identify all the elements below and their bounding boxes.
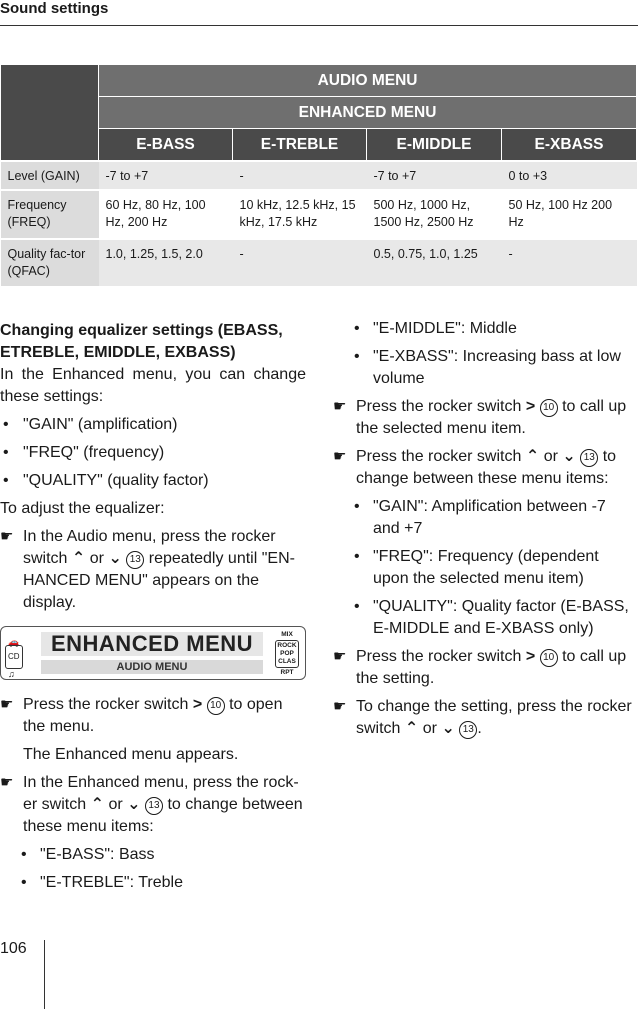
table-group-enhanced-menu: ENHANCED MENU bbox=[99, 97, 637, 129]
table-cell: -7 to +7 bbox=[99, 161, 233, 190]
footer-divider bbox=[44, 940, 45, 1009]
table-row bbox=[1, 161, 637, 190]
page-number: 106 bbox=[0, 940, 27, 957]
rocker-up-icon: ⌃ bbox=[525, 448, 540, 465]
list-item: • "GAIN": Amplification between -7 and +7 bbox=[333, 496, 635, 540]
radio-display-illustration bbox=[0, 626, 306, 680]
instruction-step: ☛ Press the rocker switch > 10 to open the menu. bbox=[0, 696, 283, 735]
adjust-text: To adjust the equalizer: bbox=[0, 500, 165, 517]
ref-number-13: 13 bbox=[145, 797, 163, 815]
page-section-title: Sound settings bbox=[0, 0, 109, 17]
pointing-hand-icon: ☛ bbox=[333, 698, 347, 715]
intro-text: In the Enhanced menu, you can change these settings: bbox=[0, 366, 306, 405]
instruction-step: ☛ Press the rocker switch ⌃ or ⌄ 13 to change between these menu items: bbox=[333, 448, 617, 487]
pointing-hand-icon: ☛ bbox=[333, 398, 347, 415]
pointing-hand-icon: ☛ bbox=[0, 774, 14, 791]
equalizer-settings-table bbox=[0, 64, 637, 286]
rpt-indicator: RPT bbox=[280, 669, 294, 676]
cd-indicator: CD bbox=[5, 645, 23, 669]
result-text: The Enhanced menu appears. bbox=[23, 746, 239, 763]
ref-number-10: 10 bbox=[540, 649, 558, 667]
list-item: • "FREQ" (frequency) bbox=[0, 442, 306, 464]
ref-number-10: 10 bbox=[540, 399, 558, 417]
list-item: • "GAIN" (amplification) bbox=[0, 414, 306, 436]
table-row bbox=[1, 190, 637, 239]
instruction-step: ☛ In the Enhanced menu, press the rock-er switch ⌃ or ⌄ 13 to change between these menu items: bbox=[0, 774, 303, 835]
rocker-down-icon: ⌄ bbox=[108, 550, 122, 567]
pointing-hand-icon: ☛ bbox=[333, 448, 347, 465]
column-header: E-MIDDLE bbox=[367, 129, 502, 162]
right-column bbox=[333, 318, 635, 740]
list-item: • "E-TREBLE": Treble bbox=[0, 872, 306, 894]
pointing-hand-icon: ☛ bbox=[333, 648, 347, 665]
table-corner-cell bbox=[1, 65, 99, 162]
left-column bbox=[0, 320, 306, 894]
table-group-audio-menu: AUDIO MENU bbox=[99, 65, 637, 97]
rocker-right-icon: > bbox=[525, 648, 536, 665]
display-main-text: ENHANCED MENU bbox=[41, 632, 263, 656]
music-note-icon: ♫ bbox=[8, 669, 15, 679]
rocker-down-icon: ⌄ bbox=[441, 720, 455, 737]
ref-number-13: 13 bbox=[126, 551, 144, 569]
row-label: Level (GAIN) bbox=[1, 161, 99, 190]
instruction-step: ☛ In the Audio menu, press the rocker switch ⌃ or ⌄ 13 repeatedly until "EN-HANCED MENU" appears on the display. bbox=[0, 528, 295, 611]
mix-indicator: MIX bbox=[281, 631, 293, 638]
rocker-up-icon: ⌃ bbox=[404, 720, 419, 737]
list-item: • "E-MIDDLE": Middle bbox=[333, 318, 635, 340]
pointing-hand-icon: ☛ bbox=[0, 528, 14, 545]
list-item: • "E-BASS": Bass bbox=[0, 844, 306, 866]
column-header: E-XBASS bbox=[502, 129, 637, 162]
table-cell: -7 to +7 bbox=[367, 161, 502, 190]
rocker-up-icon: ⌃ bbox=[90, 796, 104, 813]
rocker-down-icon: ⌄ bbox=[562, 448, 576, 465]
instruction-step: ☛ To change the setting, press the rocker switch ⌃ or ⌄ 13 . bbox=[333, 698, 632, 737]
eq-preset-indicator: ROCK POP CLAS bbox=[275, 640, 299, 668]
table-row bbox=[1, 239, 637, 286]
pointing-hand-icon: ☛ bbox=[0, 696, 14, 713]
car-icon: 🚗 bbox=[8, 637, 20, 647]
list-item: • "FREQ": Frequency (dependent upon the selected menu item) bbox=[333, 546, 635, 590]
rocker-right-icon: > bbox=[525, 398, 536, 415]
table-cell: - bbox=[233, 161, 367, 190]
list-item: • "E-XBASS": Increasing bass at low volume bbox=[333, 346, 635, 390]
list-item: • "QUALITY" (quality factor) bbox=[0, 470, 306, 492]
list-item: • "QUALITY": Quality factor (E-BASS, E-MIDDLE and E-XBASS only) bbox=[333, 596, 635, 640]
ref-number-13: 13 bbox=[459, 721, 477, 739]
table-cell: - bbox=[502, 239, 637, 286]
display-sub-text: AUDIO MENU bbox=[41, 660, 263, 674]
column-header: E-BASS bbox=[99, 129, 233, 162]
row-label: Frequency (FREQ) bbox=[1, 190, 99, 239]
table-cell: - bbox=[233, 239, 367, 286]
ref-number-13: 13 bbox=[580, 449, 598, 467]
table-cell: 10 kHz, 12.5 kHz, 15 kHz, 17.5 kHz bbox=[233, 190, 367, 239]
table-cell: 1.0, 1.25, 1.5, 2.0 bbox=[99, 239, 233, 286]
table-cell: 0 to +3 bbox=[502, 161, 637, 190]
instruction-step: ☛ Press the rocker switch > 10 to call up the setting. bbox=[333, 648, 627, 687]
column-header: E-TREBLE bbox=[233, 129, 367, 162]
header-divider bbox=[0, 25, 638, 26]
rocker-down-icon: ⌄ bbox=[127, 796, 141, 813]
table-cell: 0.5, 0.75, 1.0, 1.25 bbox=[367, 239, 502, 286]
ref-number-10: 10 bbox=[207, 697, 225, 715]
row-label: Quality fac-tor (QFAC) bbox=[1, 239, 99, 286]
rocker-up-icon: ⌃ bbox=[71, 550, 86, 567]
table-cell: 500 Hz, 1000 Hz, 1500 Hz, 2500 Hz bbox=[367, 190, 502, 239]
table-cell: 60 Hz, 80 Hz, 100 Hz, 200 Hz bbox=[99, 190, 233, 239]
table-cell: 50 Hz, 100 Hz 200 Hz bbox=[502, 190, 637, 239]
instruction-step: ☛ Press the rocker switch > 10 to call up the selected menu item. bbox=[333, 398, 627, 437]
display-indicators bbox=[275, 631, 299, 677]
rocker-right-icon: > bbox=[192, 696, 203, 713]
section-heading: Changing equalizer settings (EBASS, ETREBLE, EMIDDLE, EXBASS) bbox=[0, 322, 283, 361]
